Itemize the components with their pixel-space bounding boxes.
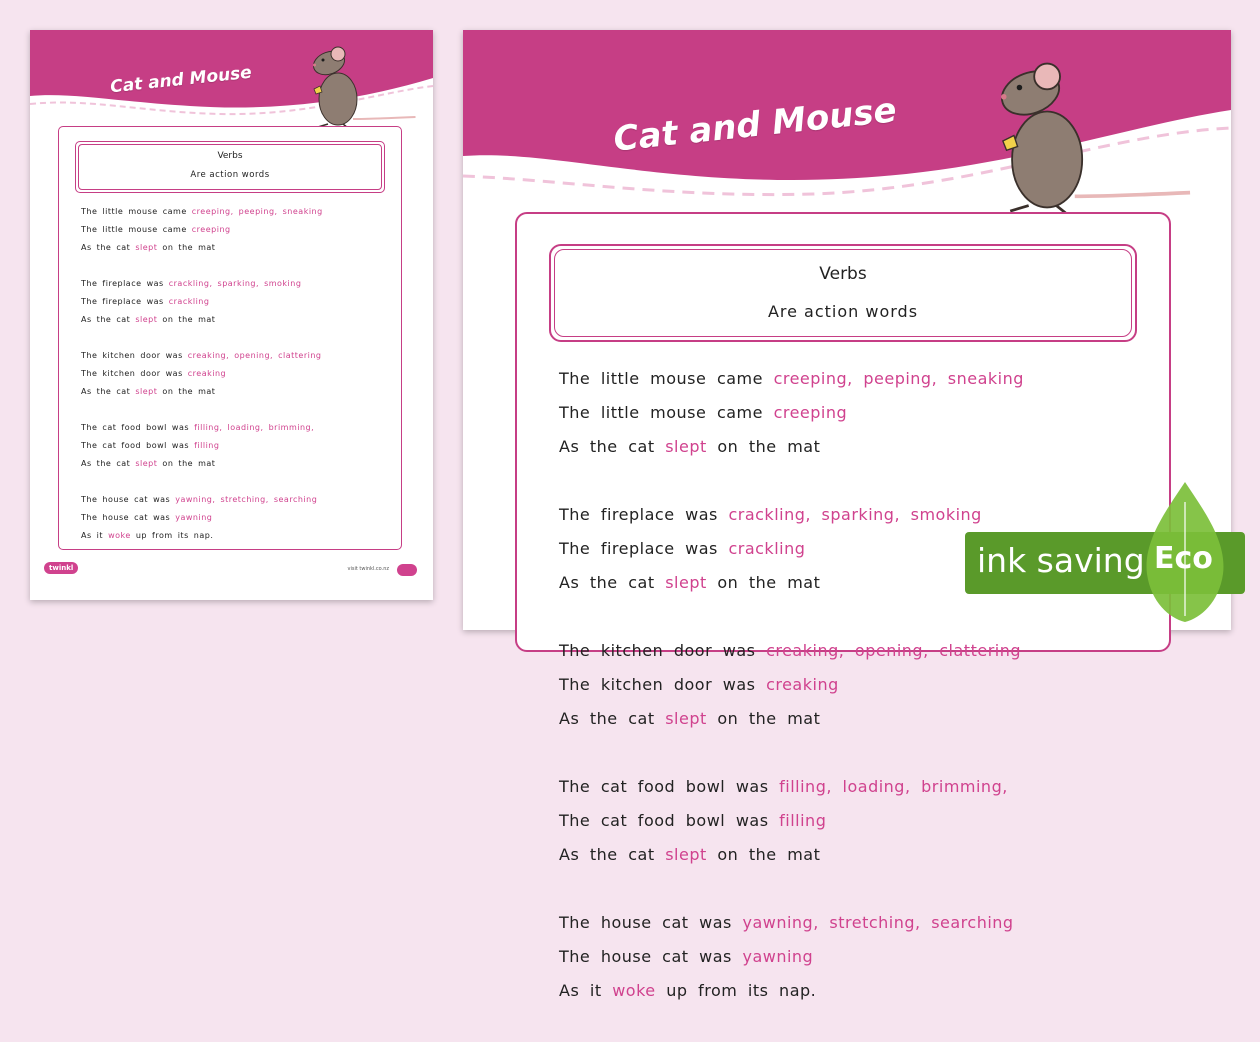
poem-line [81, 491, 323, 509]
line-text: As it [559, 981, 602, 1000]
poem-line [81, 239, 323, 257]
line-text: As the cat [559, 709, 655, 728]
content-box [58, 126, 402, 550]
footer-url: visit twinkl.co.nz [347, 566, 389, 572]
poem-line [559, 974, 1024, 1008]
poem-line [81, 221, 323, 239]
line-after-text: on the mat [717, 845, 821, 864]
verb-text: crackling [728, 539, 806, 558]
stanza [81, 491, 323, 544]
poem-line [81, 203, 323, 221]
stanza [559, 770, 1024, 872]
line-text: The house cat was [81, 512, 171, 522]
mouse-illustration [298, 44, 418, 134]
line-text: As the cat [81, 386, 131, 396]
poem-line [81, 419, 323, 437]
line-text: The little mouse came [559, 403, 763, 422]
verb-text: yawning [742, 947, 814, 966]
poem-line [81, 275, 323, 293]
verb-text: filling [779, 811, 827, 830]
verb-text: creaking [187, 368, 227, 378]
line-text: The little mouse came [559, 369, 763, 388]
line-after-text: on the mat [717, 573, 821, 592]
line-text: The fireplace was [81, 278, 164, 288]
verb-text: slept [665, 573, 707, 592]
verb-text: filling [194, 440, 220, 450]
verb-text: crackling, sparking, smoking [728, 505, 982, 524]
poem-line [559, 396, 1024, 430]
stanza [559, 906, 1024, 1008]
poem-line [81, 347, 323, 365]
verb-text: creaking, opening, clattering [766, 641, 1022, 660]
stanza [81, 419, 323, 472]
verbs-box [549, 244, 1137, 342]
line-text: As the cat [81, 242, 131, 252]
poem-line [559, 940, 1024, 974]
worksheet-title: Cat and Mouse [611, 90, 899, 160]
poem [81, 203, 323, 563]
line-after-text: up from its nap. [135, 530, 214, 540]
line-text: The house cat was [559, 947, 732, 966]
mouse-illustration [969, 58, 1199, 224]
line-text: As the cat [81, 458, 131, 468]
line-after-text: on the mat [162, 314, 216, 324]
poem-line [559, 906, 1024, 940]
verb-text: yawning, stretching, searching [175, 494, 318, 504]
poem-line [559, 430, 1024, 464]
verb-text: slept [135, 386, 158, 396]
line-text: The cat food bowl was [559, 811, 769, 830]
line-text: As the cat [559, 437, 655, 456]
line-text: The fireplace was [559, 505, 718, 524]
stanza [559, 362, 1024, 464]
poem-line [559, 634, 1024, 668]
line-text: As the cat [559, 573, 655, 592]
poem-line [81, 293, 323, 311]
stanza [559, 498, 1024, 600]
ink-saving-badge [965, 482, 1245, 630]
ink-saving-label: ink saving [977, 541, 1145, 580]
line-text: The kitchen door was [559, 675, 756, 694]
verb-text: slept [665, 709, 707, 728]
poem-line [81, 365, 323, 383]
line-text: As the cat [559, 845, 655, 864]
verb-text: creaking [766, 675, 839, 694]
verbs-subheading: Are action words [767, 302, 919, 321]
poem-line [81, 527, 323, 545]
line-text: The little mouse came [81, 224, 187, 234]
line-after-text: on the mat [162, 386, 216, 396]
verbs-heading: Verbs [217, 151, 243, 161]
line-text: The kitchen door was [559, 641, 756, 660]
line-after-text: on the mat [162, 242, 216, 252]
footer-badge-icon [397, 564, 417, 576]
poem-line [559, 532, 1024, 566]
verbs-heading: Verbs [819, 264, 867, 284]
line-after-text: on the mat [162, 458, 216, 468]
worksheet-title: Cat and Mouse [109, 62, 253, 98]
poem-line [559, 566, 1024, 600]
verb-text: creeping [773, 403, 848, 422]
worksheet-thumbnail [30, 30, 433, 600]
verb-text: yawning [175, 512, 213, 522]
line-after-text: up from its nap. [666, 981, 817, 1000]
poem-line [559, 668, 1024, 702]
line-text: The fireplace was [559, 539, 718, 558]
verb-text: filling, loading, brimming, [194, 422, 315, 432]
eco-label: Eco [1154, 541, 1213, 576]
line-text: The kitchen door was [81, 368, 183, 378]
verb-text: creeping [191, 224, 231, 234]
poem-line [81, 455, 323, 473]
verb-text: woke [612, 981, 656, 1000]
line-text: The kitchen door was [81, 350, 183, 360]
stanza [81, 347, 323, 400]
verb-text: creaking, opening, clattering [187, 350, 322, 360]
verbs-box [75, 141, 385, 193]
poem-line [559, 804, 1024, 838]
line-text: As it [81, 530, 104, 540]
verb-text: filling, loading, brimming, [779, 777, 1008, 796]
line-text: The cat food bowl was [81, 440, 190, 450]
verb-text: slept [135, 458, 158, 468]
verb-text: slept [135, 242, 158, 252]
line-text: The house cat was [559, 913, 732, 932]
stanza [81, 203, 323, 256]
verb-text: yawning, stretching, searching [742, 913, 1014, 932]
line-text: The house cat was [81, 494, 171, 504]
twinkl-logo: twinkl [44, 562, 78, 574]
poem-line [559, 362, 1024, 396]
poem-line [81, 383, 323, 401]
verb-text: creeping, peeping, sneaking [191, 207, 323, 216]
poem-line [559, 838, 1024, 872]
poem [559, 362, 1024, 1042]
line-text: The cat food bowl was [81, 422, 190, 432]
verb-text: woke [108, 530, 131, 540]
line-after-text: on the mat [717, 709, 821, 728]
poem-line [81, 437, 323, 455]
verb-text: crackling, sparking, smoking [168, 278, 302, 288]
line-text: The cat food bowl was [559, 777, 769, 796]
verb-text: crackling [168, 296, 210, 306]
poem-line [559, 498, 1024, 532]
verb-text: slept [665, 437, 707, 456]
verb-text: slept [135, 314, 158, 324]
stanza [559, 634, 1024, 736]
line-text: As the cat [81, 314, 131, 324]
line-text: The fireplace was [81, 296, 164, 306]
poem-line [81, 311, 323, 329]
verb-text: creeping, peeping, sneaking [773, 369, 1024, 388]
line-text: The little mouse came [81, 207, 187, 216]
verbs-subheading: Are action words [190, 170, 270, 180]
poem-line [559, 702, 1024, 736]
line-after-text: on the mat [717, 437, 821, 456]
poem-line [81, 509, 323, 527]
poem-line [559, 770, 1024, 804]
stanza [81, 275, 323, 328]
verb-text: slept [665, 845, 707, 864]
